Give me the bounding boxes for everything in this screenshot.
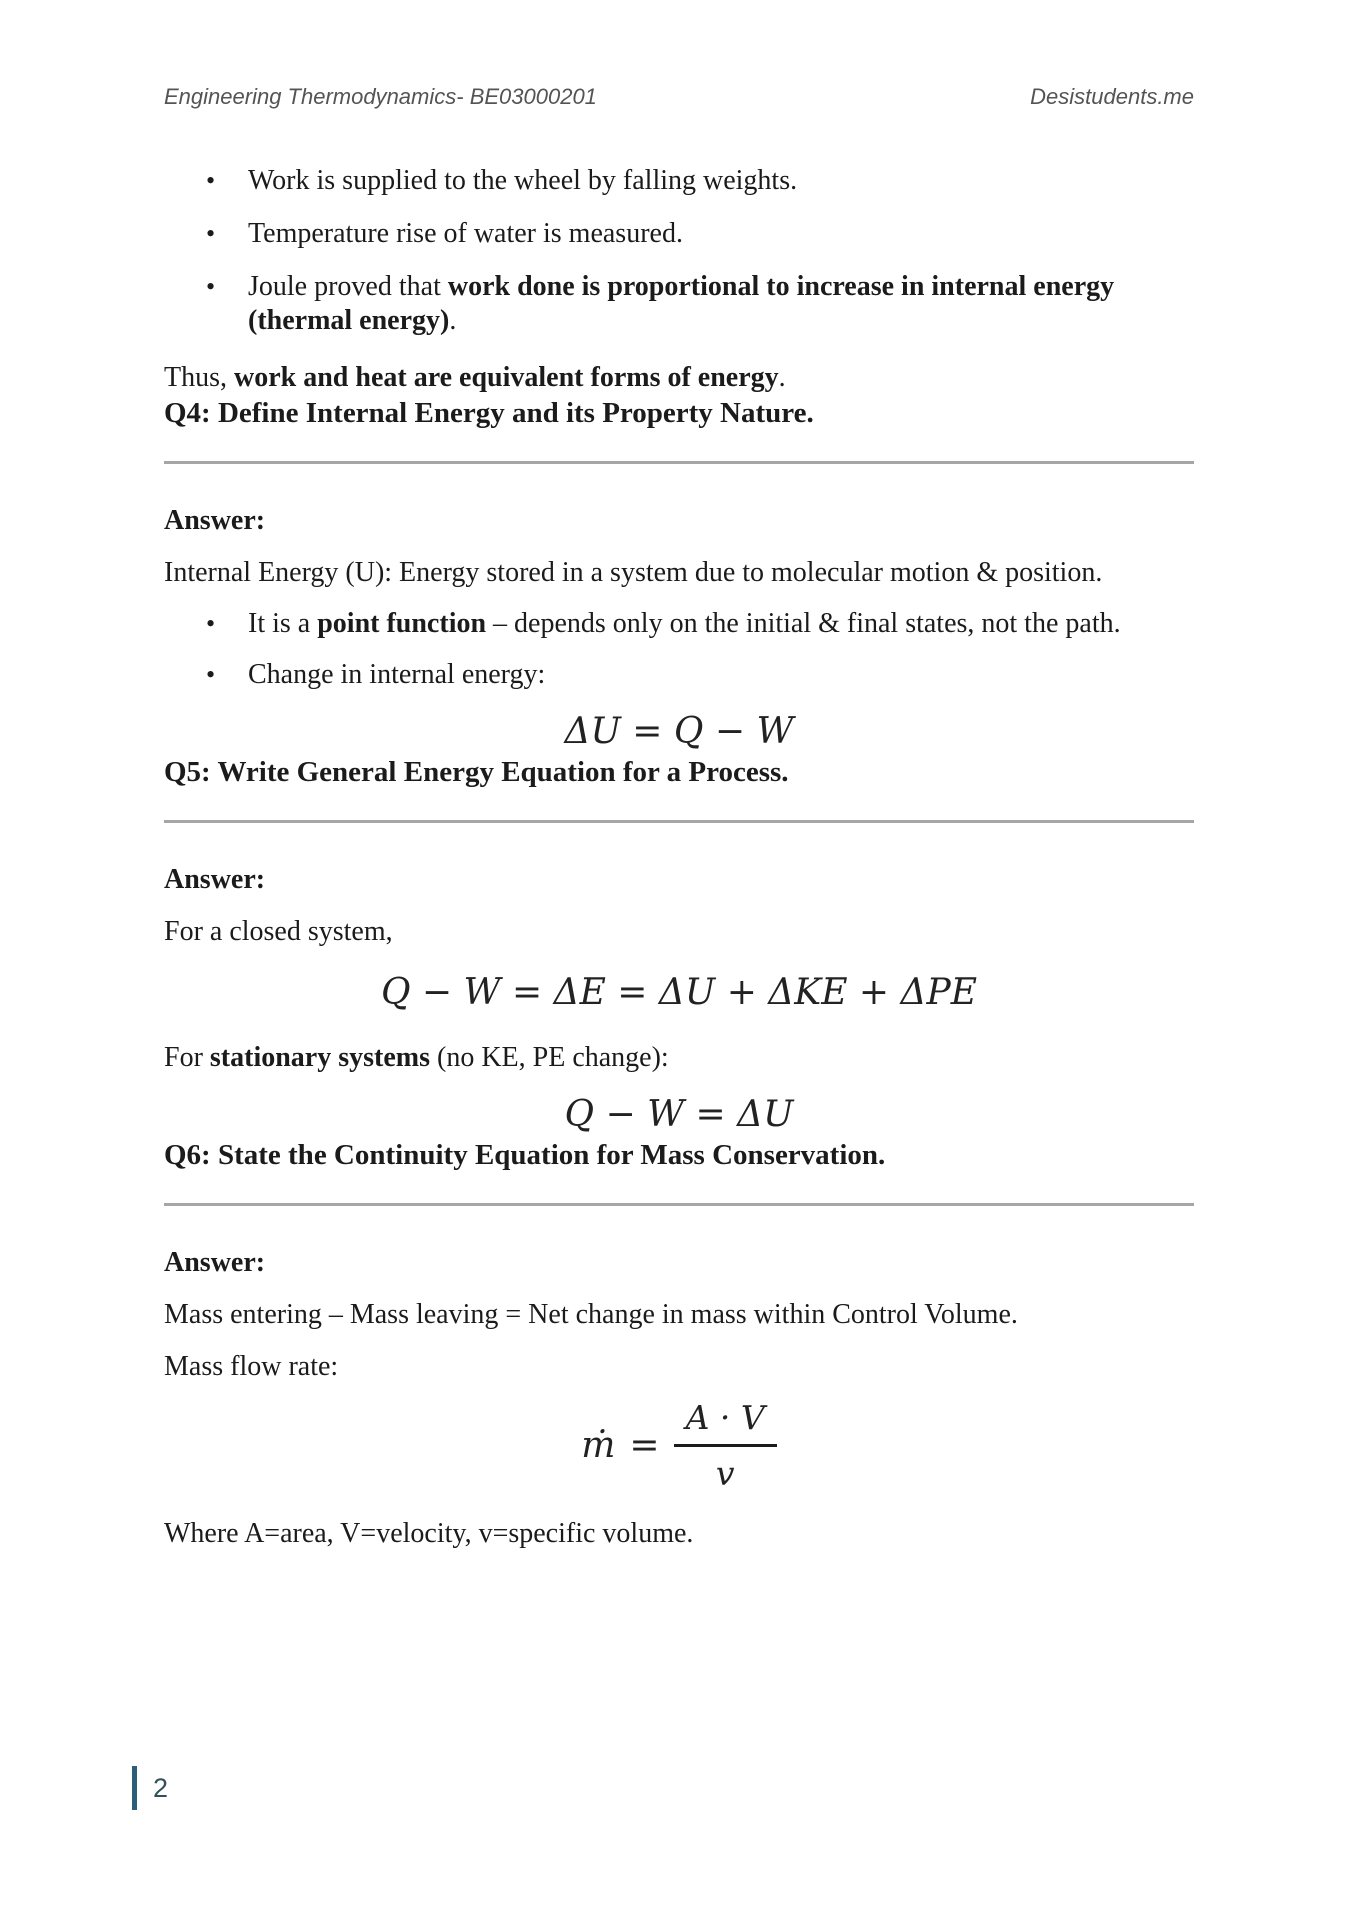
fraction-numerator: A · V <box>674 1398 777 1447</box>
variables-definition-line: Where A=area, V=velocity, v=specific volume. <box>164 1518 694 1549</box>
stationary-bold: stationary systems <box>209 1042 430 1073</box>
q4-bullet-list <box>164 607 1194 692</box>
bullet-item <box>248 658 1194 692</box>
mass-balance-line: Mass entering – Mass leaving = Net change in mass within Control Volume. <box>164 1299 1018 1330</box>
answer-label-q5: Answer: <box>164 864 266 895</box>
q6-section <box>164 1137 1194 1551</box>
conclusion-pre: Thus, <box>164 362 234 393</box>
bullet-text-pre: It is a <box>248 608 318 639</box>
answer-label-q4: Answer: <box>164 505 266 536</box>
conclusion-post: . <box>778 362 786 393</box>
fraction <box>674 1398 777 1493</box>
bullet-text-post: . <box>449 305 457 336</box>
equals-sign: = <box>629 1425 660 1466</box>
bullet-text: Temperature rise of water is measured. <box>248 218 683 249</box>
bullet-item <box>248 270 1194 338</box>
intro-bullet-list <box>164 164 1194 338</box>
bullet-item <box>248 164 1194 198</box>
q5-section <box>164 754 1194 1137</box>
bullet-text: Work is supplied to the wheel by falling weights. <box>248 165 798 196</box>
bullet-text: Change in internal energy: <box>248 659 546 690</box>
internal-energy-definition: Internal Energy (U): Energy stored in a system due to molecular motion & position. <box>164 557 1103 588</box>
fraction-denominator: v <box>715 1454 735 1493</box>
header-site-name: Desistudents.me <box>1030 84 1194 109</box>
page-footer <box>132 1766 168 1810</box>
stationary-post: (no KE, PE change): <box>430 1042 669 1073</box>
stationary-systems-line <box>164 1041 1194 1075</box>
page-number: 2 <box>153 1772 169 1803</box>
question-title-q6: Q6: State the Continuity Equation for Mass Conservation. <box>164 1139 886 1171</box>
section-divider <box>164 1203 1194 1206</box>
bullet-text-bold: work done is proportional to increase in internal energy (thermal energy) <box>248 271 1115 336</box>
internal-energy-equation: ΔU = Q − W <box>564 711 794 752</box>
mass-flow-equation <box>164 1398 1194 1493</box>
bullet-text-pre: Joule proved that <box>248 271 448 302</box>
answer-label-q6: Answer: <box>164 1247 266 1278</box>
q4-section <box>164 395 1194 754</box>
page-header <box>164 84 1194 110</box>
footer-accent-bar <box>132 1766 137 1810</box>
bullet-item <box>248 607 1194 641</box>
header-course-title: Engineering Thermodynamics- BE03000201 <box>164 84 597 109</box>
bullet-text-bold: point function <box>317 608 487 639</box>
mdot-symbol: ṁ <box>581 1425 616 1466</box>
stationary-energy-equation: Q − W = ΔU <box>564 1094 794 1135</box>
bullet-text-post: – depends only on the initial & final states, not the path. <box>486 608 1121 639</box>
mass-flow-rate-label: Mass flow rate: <box>164 1351 339 1382</box>
question-title-q4: Q4: Define Internal Energy and its Property Nature. <box>164 397 814 429</box>
general-energy-equation: Q − W = ΔE = ΔU + ΔKE + ΔPE <box>380 972 978 1013</box>
section-divider <box>164 461 1194 464</box>
section-divider <box>164 820 1194 823</box>
conclusion-paragraph <box>164 361 1194 395</box>
conclusion-bold: work and heat are equivalent forms of energy <box>234 362 779 393</box>
question-title-q5: Q5: Write General Energy Equation for a Process. <box>164 756 789 788</box>
bullet-item <box>248 217 1194 251</box>
closed-system-line: For a closed system, <box>164 916 393 947</box>
stationary-pre: For <box>164 1042 210 1073</box>
